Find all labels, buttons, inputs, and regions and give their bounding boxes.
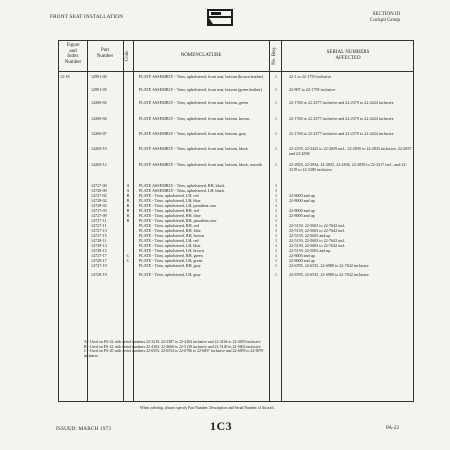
piper-logo-icon (207, 9, 233, 26)
issued-date: ISSUED: MARCH 1973 (56, 426, 112, 432)
part-number-cell: 14728-03 (91, 204, 107, 208)
part-number-cell: 14728-17 (91, 259, 107, 263)
column-header-serial: SERIAL NUMBERS AFFECTED (326, 50, 370, 61)
part-number-cell: 14727-17 (91, 254, 107, 258)
nomenclature-cell: PLATE - Trim, upholstered, RH, red (139, 209, 199, 213)
page-title: FRONT SEAT INSTALLATION (50, 14, 124, 20)
code-cell: B (126, 209, 130, 213)
quantity-cell: 1 (274, 219, 278, 223)
quantity-cell: 1 (274, 229, 278, 233)
quantity-cell: 1 (274, 214, 278, 218)
quantity-cell: 1 (274, 147, 278, 151)
serial-numbers-cell: 22-8000 and up (289, 194, 315, 198)
nomenclature-cell: PLATE ASSEMBLY - Trim, upholstered, RH, black (139, 184, 225, 188)
serial-numbers-cell: 22-2829, 22-2834, 22-2835, 22-2836, 22-2839 to 22-3217 incl., and 22-3219 to 22-3385 inclusive (289, 163, 407, 172)
serial-numbers-cell: 22-8000 and up (289, 259, 315, 263)
serial-numbers-cell: 22-8000 and up (289, 254, 315, 258)
quantity-cell: 1 (274, 75, 278, 79)
serial-numbers-cell: 22-2378, 22-2425 to 22-2829 incl., 22-2830 to 22-2833 inclusive, 22-2837 and 22-2838 (289, 147, 412, 156)
code-cell: B (126, 219, 130, 223)
part-number-cell: 14727-11 (91, 224, 107, 228)
quantity-cell: 1 (274, 259, 278, 263)
quantity-cell: 1 (274, 234, 278, 238)
nomenclature-cell: PLATE - Trim, upholstered, LH, green (139, 259, 203, 263)
nomenclature-cell: PLATE - Trim, upholstered, LH, pasadena rose (139, 204, 217, 208)
nomenclature-cell: PLATE - Trim, upholstered, RH, brown (139, 234, 205, 238)
nomenclature-cell: PLATE - Trim, upholstered, LH, red (139, 239, 199, 243)
quantity-cell: 1 (274, 244, 278, 248)
nomenclature-cell: PLATE ASSEMBLY - Trim, upholstered, front seat, bottom, green (139, 101, 249, 105)
serial-numbers-cell: 22-1760 to 22-2377 inclusive and 22-2379 to 22-2424 inclusive (289, 132, 394, 136)
serial-numbers-cell: 22-6785, 22-6535, 22-6980 to 22-7642 inclusive (289, 273, 369, 277)
part-number-cell: 14269-02 (91, 101, 107, 105)
nomenclature-cell: PLATE - Trim, upholstered, LH, brown (139, 249, 204, 253)
serial-numbers-cell: 22-1 to 22-1759 inclusive (289, 75, 332, 79)
serial-numbers-cell: 22-5139, 22-5603 to 22-7642 incl. (289, 239, 346, 243)
part-number-cell: 14728-15 (91, 249, 107, 253)
part-number-cell: 14269-12 (91, 163, 107, 167)
part-number-cell: 14727-09 (91, 214, 107, 218)
quantity-cell: 1 (274, 224, 278, 228)
figure-index-cell: 12-18 (60, 75, 70, 79)
quantity-cell: 1 (274, 189, 278, 193)
nomenclature-cell: PLATE - Trim, upholstered, RH, blue (139, 214, 201, 218)
nomenclature-cell: PLATE ASSEMBLY - Trim, upholstered, front seat, bottom, gray (139, 132, 247, 136)
serial-numbers-cell: 22-1760 to 22-2377 inclusive and 22-2379 to 22-2424 inclusive (289, 117, 394, 121)
quantity-cell: 1 (274, 264, 278, 268)
quantity-cell: 1 (274, 199, 278, 203)
note-c: C - Used on PA-20 with serial numbers 22-6553, 22-6554 to 22-6786 to 22-6857 inclusive and 22-6859 to 22-6979 inclusive (84, 349, 264, 358)
serial-numbers-cell: 22-5139, 22-5603 to 22-7642 incl. (289, 244, 346, 248)
code-cell: B (126, 204, 130, 208)
code-cell: C (126, 259, 130, 263)
serial-numbers-cell: 22-8000 and up (289, 214, 315, 218)
page-code: 1C3 (210, 419, 233, 433)
part-number-cell: 14728-11 (91, 239, 107, 243)
nomenclature-cell: PLATE - Trim, upholstered, LH, blue (139, 244, 201, 248)
code-notes (84, 340, 264, 358)
code-cell: A (126, 189, 130, 193)
column-header-figure-index: Figure and Index Number (64, 43, 82, 65)
nomenclature-cell: PLATE ASSEMBLY - Trim, upholstered, LH, black (139, 189, 225, 193)
code-cell: C (126, 254, 130, 258)
nomenclature-cell: PLATE ASSEMBLY - Trim, upholstered, front seat, bottom, brown (139, 117, 250, 121)
code-cell: B (126, 194, 130, 198)
nomenclature-cell: PLATE ASSEMBLY - Trim, upholstered, front seat, bottom (brown leather) (139, 75, 264, 79)
part-number-cell: 12991-00 (91, 75, 107, 79)
part-number-cell: 14728-19 (91, 273, 107, 277)
serial-numbers-cell: 22-807 to 22-1759 inclusive (289, 88, 336, 92)
nomenclature-cell: PLATE - Trim, upholstered, RH, blue (139, 229, 201, 233)
part-number-cell: 14727-11 (91, 219, 107, 223)
part-number-cell: 14727-03 (91, 209, 107, 213)
nomenclature-cell: PLATE ASSEMBLY - Trim, upholstered, front seat, bottom (green leather) (139, 88, 262, 92)
part-number-cell: 14728-02 (91, 199, 107, 203)
quantity-cell: 1 (274, 209, 278, 213)
quantity-cell: 1 (274, 254, 278, 258)
code-cell: B (126, 199, 130, 203)
serial-numbers-cell: 22-8000 and up (289, 199, 315, 203)
quantity-cell: 1 (274, 163, 278, 167)
nomenclature-cell: PLATE - Trim, upholstered, LH, blue (139, 199, 201, 203)
quantity-cell: 1 (274, 204, 278, 208)
quantity-cell: 1 (274, 249, 278, 253)
group-label: Cockpit Group (370, 18, 400, 24)
column-header-no-req: No. Req. (272, 46, 278, 65)
quantity-cell: 1 (274, 239, 278, 243)
quantity-cell: 1 (274, 101, 278, 105)
part-number-cell: 12991-05 (91, 88, 107, 92)
page-number: PA-22 (386, 425, 400, 431)
column-header-nomenclature: NOMENCLATURE (180, 53, 222, 58)
quantity-cell: 1 (274, 117, 278, 121)
serial-numbers-cell: 22-5139, 22-5603 to 22-7642 incl. (289, 224, 346, 228)
serial-numbers-cell: 22-5139, 22-5603 and up (289, 234, 331, 238)
serial-numbers-cell: 22-6785, 22-6535, 22-6980 to 22-7642 inclusive (289, 264, 369, 268)
nomenclature-cell: PLATE ASSEMBLY - Trim, upholstered, front seat, bottom, black, smooth (139, 163, 262, 167)
nomenclature-cell: PLATE - Trim, upholstered, RH, green (139, 254, 203, 258)
nomenclature-cell: PLATE - Trim, upholstered, LH, gray (139, 273, 201, 277)
quantity-cell: 1 (274, 194, 278, 198)
part-number-cell: 14727-13 (91, 229, 107, 233)
part-number-cell: 14727-02 (91, 194, 107, 198)
section-label: SECTION III (372, 12, 400, 17)
serial-numbers-cell: 22-5139, 22-5603 to 22-7642 incl. (289, 229, 346, 233)
serial-numbers-cell: 22-8000 and up (289, 209, 315, 213)
nomenclature-cell: PLATE ASSEMBLY - Trim, upholstered, front seat, bottom, black (139, 147, 248, 151)
part-number-cell: 14727-15 (91, 234, 107, 238)
quantity-cell: 1 (274, 273, 278, 277)
column-header-code: Code (125, 50, 131, 62)
column-header-part-number: Part Number (96, 48, 114, 59)
serial-numbers-cell: 22-5139, 22-5603 and up (289, 249, 331, 253)
quantity-cell: 1 (274, 184, 278, 188)
part-number-cell: 14269-10 (91, 147, 107, 151)
nomenclature-cell: PLATE - Trim, upholstered, RH, pasadena rose (139, 219, 217, 223)
note-b: B - Used on PA-22 with serial numbers 22-4163, 22-4660 to 22-5138 inclusive and 22-5140 to 22-5602 inclusive (84, 344, 261, 349)
part-number-cell: 14269-04 (91, 117, 107, 121)
section-header (330, 12, 400, 24)
code-cell: A (126, 184, 130, 188)
ordering-note: When ordering, always specify Part Number, Description and Serial Number of Aircraft. (140, 406, 275, 410)
quantity-cell: 1 (274, 88, 278, 92)
part-number-cell: 14727-00 (91, 184, 107, 188)
note-a: A - Used on PA-22 with serial numbers 22-3218, 22-3387 to 22-4163 inclusive and 22-4164 to 22-4659 inclusive (84, 340, 261, 344)
part-number-cell: 14269-07 (91, 132, 107, 136)
quantity-cell: 1 (274, 132, 278, 136)
part-number-cell: 14728-13 (91, 244, 107, 248)
part-number-cell: 14728-00 (91, 189, 107, 193)
nomenclature-cell: PLATE - Trim, upholstered, LH, red (139, 194, 199, 198)
code-cell: B (126, 214, 130, 218)
nomenclature-cell: PLATE - Trim, upholstered, RH, red (139, 224, 199, 228)
nomenclature-cell: PLATE - Trim, upholstered, RH, gray (139, 264, 201, 268)
part-number-cell: 14727-19 (91, 264, 107, 268)
serial-numbers-cell: 22-1760 to 22-2377 inclusive and 22-2379 to 22-2424 inclusive (289, 101, 394, 105)
